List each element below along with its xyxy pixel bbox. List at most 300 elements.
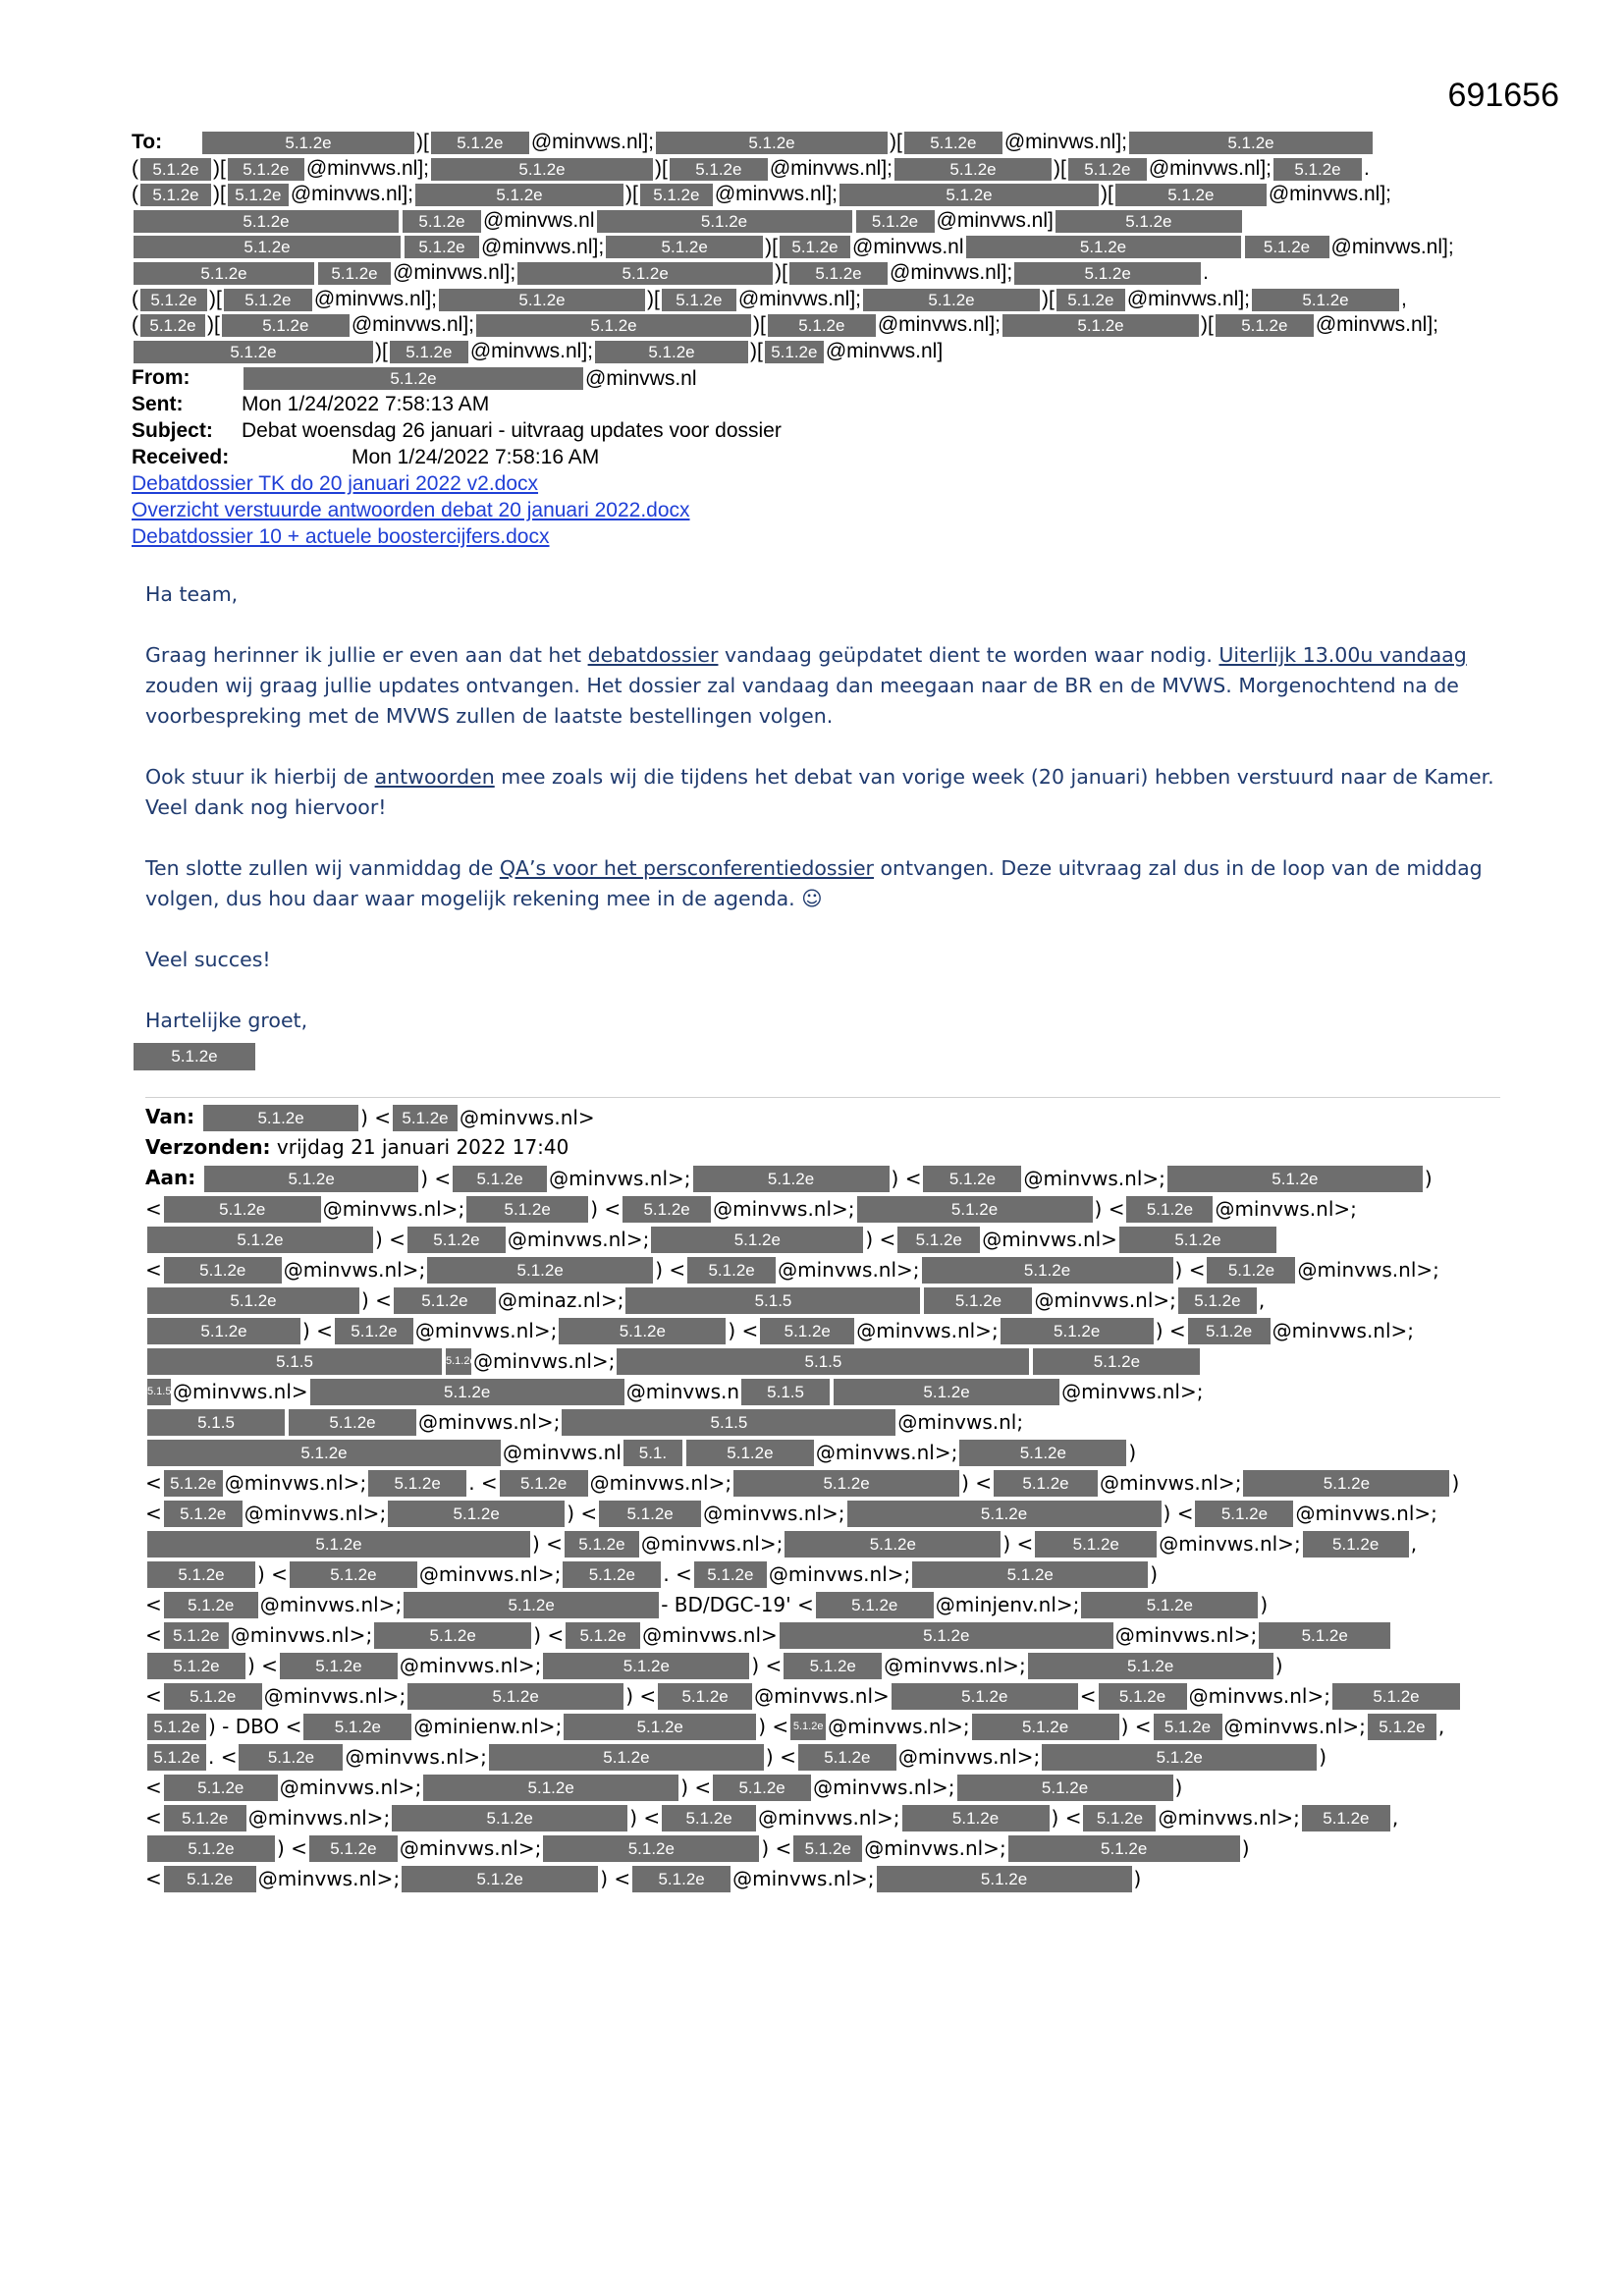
redaction-box: 5.1.2e: [768, 314, 876, 337]
redaction-box: 5.1.2e: [393, 1105, 458, 1131]
redaction-box: 5.1.2e: [623, 1196, 711, 1223]
recipient-text: )[: [375, 339, 388, 362]
recipient-text: )[: [625, 183, 638, 206]
recipient-text: . <: [468, 1471, 498, 1495]
redaction-box: 5.1.2e: [656, 132, 888, 154]
recipient-text: @minvws.nl];: [313, 287, 437, 310]
closing: Hartelijke groet,: [145, 1009, 308, 1032]
redaction-box: 5.1.2e: [244, 367, 583, 390]
recipient-text: @minvws.nl>;: [414, 1319, 558, 1342]
to-line: [132, 234, 1506, 260]
recipient-text: @minvws.nl>;: [856, 1319, 999, 1342]
recipient-text: ,: [1410, 1532, 1418, 1556]
aan-line: [145, 1863, 1500, 1893]
recipient-text: @minvws.nl];: [1315, 313, 1438, 337]
recipient-text: <: [145, 1867, 162, 1890]
redaction-box: 5.1.2e: [599, 1501, 701, 1527]
aan-line: [145, 1832, 1500, 1863]
received-label: Received:: [132, 446, 230, 469]
recipient-text: @minvws.nl;: [897, 1410, 1024, 1434]
redaction-box: 5.1.2e: [147, 1531, 530, 1558]
redaction-box: 5.1.2e: [368, 1470, 466, 1497]
recipient-text: @minvws.nl];: [469, 339, 593, 362]
recipient-text: ) <: [1155, 1319, 1186, 1342]
recipient-text: @minvws.nl: [852, 235, 964, 258]
recipient-text: @minvws.nl>;: [778, 1258, 920, 1282]
redaction-box: 5.1.2e: [1033, 1348, 1200, 1375]
recipient-text: ) <: [629, 1806, 661, 1830]
redaction-box: 5.1.2e: [564, 1714, 756, 1740]
redaction-box: 5.1.2e: [632, 1866, 731, 1892]
redaction-box: 5.1.2e: [1028, 1653, 1273, 1679]
aan-line: [145, 1254, 1500, 1285]
redaction-box: 5.1.2e: [309, 1835, 398, 1862]
recipient-text: )[: [416, 131, 429, 154]
recipient-text: @minvws.nl];: [1003, 131, 1127, 154]
redaction-box: 5.1.2e: [834, 1379, 1059, 1405]
recipient-text: ) <: [625, 1684, 657, 1708]
recipient-text: @minvws.nl>;: [1159, 1532, 1301, 1556]
redaction-box: 5.1.2e: [1259, 1622, 1390, 1649]
recipient-text: @minvws.nl];: [305, 156, 429, 180]
redaction-box: 5.1.2e: [1001, 1318, 1154, 1344]
recipient-text: @minvws.n: [625, 1380, 740, 1403]
recipient-text: )[: [1054, 156, 1066, 180]
recipient-text: @minvws.nl>;: [1188, 1684, 1330, 1708]
paragraph-4: Veel succes!: [145, 948, 271, 971]
redaction-box: 5.1.2e: [1195, 1501, 1293, 1527]
redaction-box: 5.1.2e: [847, 1501, 1162, 1527]
redaction-box: 5.1.2e: [407, 1683, 623, 1710]
from-row: [132, 364, 1506, 391]
redaction-box: 5.1.2e: [798, 1744, 896, 1771]
recipient-text: @minvws.nl>;: [1061, 1380, 1204, 1403]
recipient-text: ) <: [360, 1106, 392, 1129]
redaction-box: 5.1.2e: [957, 1775, 1173, 1801]
recipient-text: @minvws.nl>;: [263, 1684, 406, 1708]
recipient-text: )[: [775, 261, 787, 285]
redaction-box: 5.1.2e: [1332, 1683, 1460, 1710]
redaction-box: 5.1.2e: [390, 341, 468, 363]
to-recipients: [132, 130, 1506, 364]
redaction-box: 5.1.2e: [563, 1561, 661, 1588]
subject-label: Subject:: [132, 419, 213, 443]
attachment-link[interactable]: Overzicht verstuurde antwoorden debat 20 januari 2022.docx: [132, 499, 690, 522]
van-label: Van:: [145, 1105, 202, 1128]
aan-line: [145, 1345, 1500, 1376]
recipient-text: )[: [1042, 287, 1055, 310]
redaction-box: 5.1.5: [147, 1409, 285, 1436]
recipient-text: @minvws.nl>: [173, 1380, 308, 1403]
sent-label: Sent:: [132, 393, 184, 416]
recipient-text: ) <: [655, 1258, 686, 1282]
redaction-box: 5.1.2e: [1167, 1166, 1423, 1192]
recipient-text: ) <: [1174, 1258, 1206, 1282]
recipient-text: @minvws.nl>;: [703, 1502, 845, 1525]
recipient-text: )[: [765, 235, 778, 258]
recipient-text: ) <: [1094, 1197, 1125, 1221]
text: vandaag geüpdatet dient te worden waar nodig.: [718, 643, 1219, 667]
recipient-text: @minvws.nl];: [737, 287, 861, 310]
redaction-box: 5.1.5: [617, 1348, 1029, 1375]
redaction-box: 5.1.2e: [303, 1714, 411, 1740]
redaction-box: 5.1.2e: [658, 1683, 752, 1710]
recipient-text: @minvws.nl];: [351, 313, 474, 337]
recipient-text: @minvws.nl>: [982, 1228, 1117, 1251]
recipient-text: )[: [750, 339, 763, 362]
antwoorden-link[interactable]: antwoorden: [374, 765, 495, 789]
recipient-text: ) <: [761, 1836, 792, 1860]
redaction-box: 5.1.2e: [147, 1440, 501, 1466]
redaction-box: 5.1.2e: [1126, 1196, 1213, 1223]
to-label: To:: [132, 131, 163, 153]
recipient-text: . <: [208, 1745, 238, 1769]
received-row: [132, 444, 1506, 470]
recipient-text: ) <: [1051, 1806, 1082, 1830]
recipient-text: )[: [207, 313, 220, 337]
redaction-box: 5.1.2e: [415, 184, 623, 206]
redaction-box: 5.1.2e: [374, 1622, 531, 1649]
recipient-text: ) <: [277, 1836, 307, 1860]
redaction-box: 5.1.2e: [839, 184, 1099, 206]
redaction-box: 5.1.2e: [1083, 1805, 1156, 1831]
redaction-box: 5.1.2e: [566, 1622, 640, 1649]
redaction-box: 5.1.2e: [912, 1561, 1148, 1588]
paragraph-1: [145, 640, 1500, 732]
aan-line: [145, 1467, 1500, 1498]
text: Ten slotte zullen wij vanmiddag de: [145, 856, 500, 880]
recipient-text: )[: [1101, 183, 1113, 206]
aan-line: [145, 1193, 1500, 1224]
recipient-text: ): [1319, 1745, 1327, 1769]
redaction-box: 5.1.2e: [1207, 1257, 1295, 1284]
subject-value: Debat woensdag 26 januari - uitvraag updates voor dossier: [242, 419, 782, 443]
recipient-text: ): [1150, 1562, 1159, 1586]
redaction-box: 5.1.2e: [446, 1348, 471, 1375]
redaction-box: 5.1.2e: [1035, 1531, 1157, 1558]
redaction-box: 5.1.2e: [164, 1805, 246, 1831]
aan-line: [145, 1163, 1500, 1193]
recipient-text: <: [145, 1197, 162, 1221]
recipient-text: @minvws.nl>;: [758, 1806, 900, 1830]
redaction-box: 5.1.2e: [693, 1166, 890, 1192]
email-body: [145, 579, 1500, 1070]
recipient-text: @minvws.nl];: [1126, 287, 1250, 310]
redaction-box: 5.1.2e: [164, 1775, 278, 1801]
redaction-box: 5.1.2e: [147, 1318, 300, 1344]
recipient-text: <: [145, 1471, 162, 1495]
attachment-link[interactable]: Debatdossier 10 + actuele boostercijfers.docx: [132, 525, 550, 549]
recipient-text: @minvws.nl];: [481, 235, 605, 258]
redaction-box: 5.1.2e: [606, 236, 763, 258]
to-line: [132, 312, 1506, 339]
redaction-box: 5.1.2e: [431, 158, 653, 181]
redaction-box: 5.1.2e: [1273, 158, 1362, 181]
recipient-text: @minjenv.nl>;: [935, 1593, 1080, 1616]
recipient-text: @minvws.nl>;: [1034, 1288, 1176, 1312]
recipient-text: @minvws.nl];: [714, 183, 838, 206]
redaction-box: 5.1.2e: [140, 314, 205, 337]
redaction-box: 5.1.2e: [228, 158, 304, 181]
redaction-box: 5.1.2e: [1014, 262, 1201, 285]
recipient-text: ) <: [600, 1867, 631, 1890]
recipient-text: @minvws.nl>;: [589, 1471, 732, 1495]
recipient-text: @minvws.nl>;: [884, 1654, 1026, 1677]
redaction-box: 5.1.2e: [224, 289, 312, 311]
redaction-box: 5.1.2e: [289, 1409, 416, 1436]
recipient-text: ) <: [420, 1167, 452, 1190]
recipient-text: @minvws.nl];: [1330, 235, 1454, 258]
redaction-box: 5.1.2e: [140, 184, 211, 206]
redaction-box: 5.1.2e: [559, 1318, 726, 1344]
aan-line: [145, 1619, 1500, 1650]
redaction-box: 5.1.2e: [453, 1166, 547, 1192]
aan-line: [145, 1558, 1500, 1589]
redaction-box: 5.1.2e: [164, 1683, 262, 1710]
aan-recipients: [145, 1163, 1500, 1893]
redaction-box: 5.1.2e: [164, 1622, 229, 1649]
recipient-text: @minvws.nl>;: [1272, 1319, 1415, 1342]
recipient-text: . <: [663, 1562, 692, 1586]
recipient-text: ) <: [758, 1715, 789, 1738]
recipient-text: ) <: [532, 1532, 563, 1556]
recipient-text: @minvws.nl];: [530, 131, 654, 154]
recipient-text: ,: [1258, 1288, 1266, 1312]
redaction-box: 5.1.2e: [857, 1196, 1093, 1223]
recipient-text: @minvws.nl>;: [399, 1836, 542, 1860]
recipient-text: @minvws.nl>;: [244, 1502, 387, 1525]
redaction-box: 5.1.2e: [892, 1683, 1078, 1710]
recipient-text: )[: [1201, 313, 1214, 337]
recipient-text: @minvws.nl>;: [418, 1562, 562, 1586]
redaction-box: 5.1.2e: [785, 1531, 1001, 1558]
aan-line: [145, 1589, 1500, 1619]
redaction-box: 5.1.2e: [543, 1835, 759, 1862]
to-line: [132, 182, 1506, 208]
redaction-box: 5.1.5: [741, 1379, 830, 1405]
recipient-text: ) <: [533, 1623, 565, 1647]
text: Ook stuur ik hierbij de: [145, 765, 375, 789]
redaction-box: 5.1.2e: [140, 158, 211, 181]
recipient-text: @minvws.nl>;: [259, 1593, 403, 1616]
redaction-box: 5.1.2e: [1178, 1287, 1257, 1314]
to-line: [132, 208, 1506, 235]
from-label: From:: [132, 366, 190, 390]
redaction-box: 5.1.2e: [147, 1835, 275, 1862]
recipient-text: @minvws.nl>;: [1297, 1258, 1439, 1282]
redaction-box: 5.1.2e: [897, 1227, 980, 1253]
aan-line: [145, 1711, 1500, 1741]
redaction-box: 5.1.2e: [1002, 314, 1199, 337]
recipient-text: ) <: [590, 1197, 622, 1221]
aan-line: [145, 1680, 1500, 1711]
forwarded-header: [145, 1102, 1500, 1893]
redaction-box: 5.1.2e: [222, 314, 350, 337]
recipient-text: ): [1128, 1441, 1137, 1464]
recipient-text: ) <: [257, 1562, 288, 1586]
recipient-text: @minvws.nl>;: [768, 1562, 911, 1586]
redaction-box: 5.1.2e: [423, 1775, 678, 1801]
redaction-box: 5.1.2e: [290, 1561, 417, 1588]
redaction-box: 5.1.2e: [877, 1866, 1132, 1892]
redaction-box: 5.1.2e: [403, 210, 481, 233]
recipient-text: )[: [753, 313, 766, 337]
recipient-text: @minvws.nl>;: [1114, 1623, 1258, 1647]
recipient-text: @minvws.nl];: [877, 313, 1001, 337]
recipient-text: @minvws.nl]: [825, 339, 944, 362]
deadline-text: Uiterlijk 13.00u vandaag: [1218, 643, 1467, 667]
recipient-text: @minvws.nl];: [290, 183, 413, 206]
recipient-text: ) <: [361, 1288, 392, 1312]
redaction-box: 5.1.2e: [1056, 210, 1242, 233]
recipient-text: ) <: [961, 1471, 993, 1495]
redaction-box: 5.1.: [623, 1440, 682, 1466]
recipient-text: @minvws.nl>;: [1158, 1806, 1300, 1830]
to-line: [132, 260, 1506, 287]
redaction-box: 5.1.2e: [427, 1257, 653, 1284]
recipient-text: )[: [213, 156, 226, 180]
recipient-text: (: [132, 183, 138, 206]
aan-label: Aan:: [145, 1166, 203, 1189]
recipient-text: <: [145, 1502, 162, 1525]
recipient-text: ): [1260, 1593, 1269, 1616]
recipient-text: @minaz.nl>;: [497, 1288, 624, 1312]
recipient-text: @minvws.nl>;: [732, 1867, 875, 1890]
redaction-box: 5.1.2e: [335, 1318, 413, 1344]
redaction-box: 5.1.2e: [922, 1257, 1173, 1284]
recipient-text: @minvws.nl>;: [1295, 1502, 1437, 1525]
aan-line: [145, 1772, 1500, 1802]
redaction-box: 5.1.5: [147, 1348, 442, 1375]
redaction-box: 5.1.2e: [1099, 1683, 1187, 1710]
redaction-box: 5.1.2e: [404, 1592, 659, 1618]
redaction-box: 5.1.2e: [164, 1470, 223, 1497]
recipient-text: @minvws.nl>;: [815, 1441, 958, 1464]
redaction-box: 5.1.2e: [164, 1592, 258, 1618]
recipient-text: ,: [1437, 1715, 1445, 1738]
redaction-box: 5.1.2e: [651, 1227, 863, 1253]
redaction-box: 5.1.2e: [670, 158, 768, 181]
redaction-box: 5.1.2e: [134, 341, 373, 363]
redaction-box: 5.1.2e: [1129, 132, 1373, 154]
recipient-text: @minvws.nl>;: [813, 1776, 955, 1799]
text: zouden wij graag jullie updates ontvangen. Het dossier zal vandaag dan meegaan naar de BR en de MVWS. Morgenochtend na de voorbespreking met de MVWS zullen de laatste bestellingen volgen.: [145, 674, 1459, 728]
redaction-box: 5.1.2e: [1216, 314, 1314, 337]
recipient-text: .: [1203, 261, 1210, 285]
recipient-text: )[: [213, 183, 226, 206]
redaction-box: 5.1.2e: [784, 1653, 882, 1679]
text: Graag herinner ik jullie er even aan dat het: [145, 643, 588, 667]
redaction-box: 5.1.2e: [687, 1257, 776, 1284]
redaction-box: 5.1.2e: [765, 341, 824, 363]
aan-line: [145, 1224, 1500, 1254]
recipient-text: @minvws.nl>: [460, 1106, 595, 1129]
redaction-box: 5.1.2e: [1303, 1531, 1409, 1558]
van-row: [145, 1102, 1500, 1132]
redaction-box: 5.1.2e: [1154, 1714, 1222, 1740]
recipient-text: )[: [647, 287, 660, 310]
email-header: [132, 130, 1506, 550]
redaction-box: 5.1.2e: [318, 262, 391, 285]
recipient-text: @minvws.nl>;: [230, 1623, 373, 1647]
redaction-box: 5.1.2e: [923, 1166, 1021, 1192]
subject-row: [132, 417, 1506, 444]
redaction-box: 5.1.2e: [924, 1287, 1032, 1314]
aan-line: [145, 1650, 1500, 1680]
redaction-box: 5.1.2e: [713, 1775, 811, 1801]
redaction-box: 5.1.2e: [1302, 1805, 1390, 1831]
qa-dossier-link[interactable]: QA’s voor het persconferentiedossier: [499, 856, 874, 880]
redaction-box: 5.1.2e: [280, 1653, 398, 1679]
redaction-box: 5.1.2e: [134, 262, 314, 285]
redaction-box: 5.1.2e: [1245, 236, 1329, 258]
recipient-text: @minvws.nl>;: [247, 1806, 391, 1830]
recipient-text: <: [145, 1258, 162, 1282]
redaction-box: 5.1.2e: [1068, 158, 1147, 181]
recipient-text: ): [1451, 1471, 1460, 1495]
received-value: Mon 1/24/2022 7:58:16 AM: [352, 446, 600, 469]
greeting: Ha team,: [145, 582, 239, 606]
recipient-text: @minvws.nl>;: [257, 1867, 401, 1890]
redaction-box: 5.1.2e: [816, 1592, 934, 1618]
redaction-box: 5.1.2e: [686, 1440, 814, 1466]
redaction-box: 5.1.2e: [904, 132, 1002, 154]
redaction-box: 5.1.2e: [402, 1866, 598, 1892]
recipient-text: @minvws.nl>;: [473, 1349, 616, 1373]
redaction-box: 5.1.2e: [662, 1805, 756, 1831]
recipient-text: <: [145, 1623, 162, 1647]
recipient-text: @minvws.nl>;: [549, 1167, 691, 1190]
redaction-box: 5.1.2e: [394, 1287, 496, 1314]
redaction-box: 5.1.2e: [164, 1196, 321, 1223]
redaction-box: 5.1.2e: [164, 1501, 243, 1527]
recipient-text: )[: [209, 287, 222, 310]
debatdossier-link[interactable]: debatdossier: [587, 643, 719, 667]
redaction-box: 5.1.2e: [489, 1744, 764, 1771]
redaction-box: 5.1.2e: [972, 1714, 1119, 1740]
recipient-text: @minvws.nl]: [936, 208, 1054, 232]
text: mee zoals wij die tijdens het debat van vorige week (20 januari) hebben verstuurd naar de Kamer. Veel dank nog hiervoor!: [145, 765, 1494, 819]
recipient-text: .: [1364, 156, 1370, 180]
redaction-box: 5.1.2e: [1188, 1318, 1271, 1344]
recipient-text: @minvws.nl>;: [322, 1197, 465, 1221]
recipient-text: @minienw.nl>;: [413, 1715, 563, 1738]
recipient-text: ): [1174, 1776, 1183, 1799]
aan-line: [145, 1437, 1500, 1467]
recipient-text: @minvws.nl];: [890, 261, 1013, 285]
redaction-box: 5.1.2e: [202, 132, 414, 154]
recipient-text: @minvws.nl];: [393, 261, 516, 285]
redaction-box: 5.1.2e: [780, 236, 850, 258]
sent-row: [132, 391, 1506, 417]
redaction-box: 5.1.2e: [392, 1805, 627, 1831]
recipient-text: ) <: [1120, 1715, 1152, 1738]
recipient-text: ): [1133, 1867, 1142, 1890]
recipient-text: @minvws.nl];: [1148, 156, 1272, 180]
recipient-text: ) - DBO <: [208, 1715, 302, 1738]
verzonden-row: [145, 1132, 1500, 1163]
aan-line: [145, 1741, 1500, 1772]
recipient-text: )[: [890, 131, 902, 154]
to-line: [132, 130, 1506, 156]
recipient-text: ) <: [680, 1776, 712, 1799]
redaction-box: 5.1.2e: [793, 1835, 862, 1862]
recipient-text: @minvws.nl];: [769, 156, 893, 180]
redaction-box: 5.1.2e: [1115, 184, 1267, 206]
redaction-box: 5.1.2e: [466, 1196, 588, 1223]
redaction-box: 5.1.2e: [203, 1105, 358, 1131]
attachment-link[interactable]: Debatdossier TK do 20 januari 2022 v2.docx: [132, 472, 539, 496]
